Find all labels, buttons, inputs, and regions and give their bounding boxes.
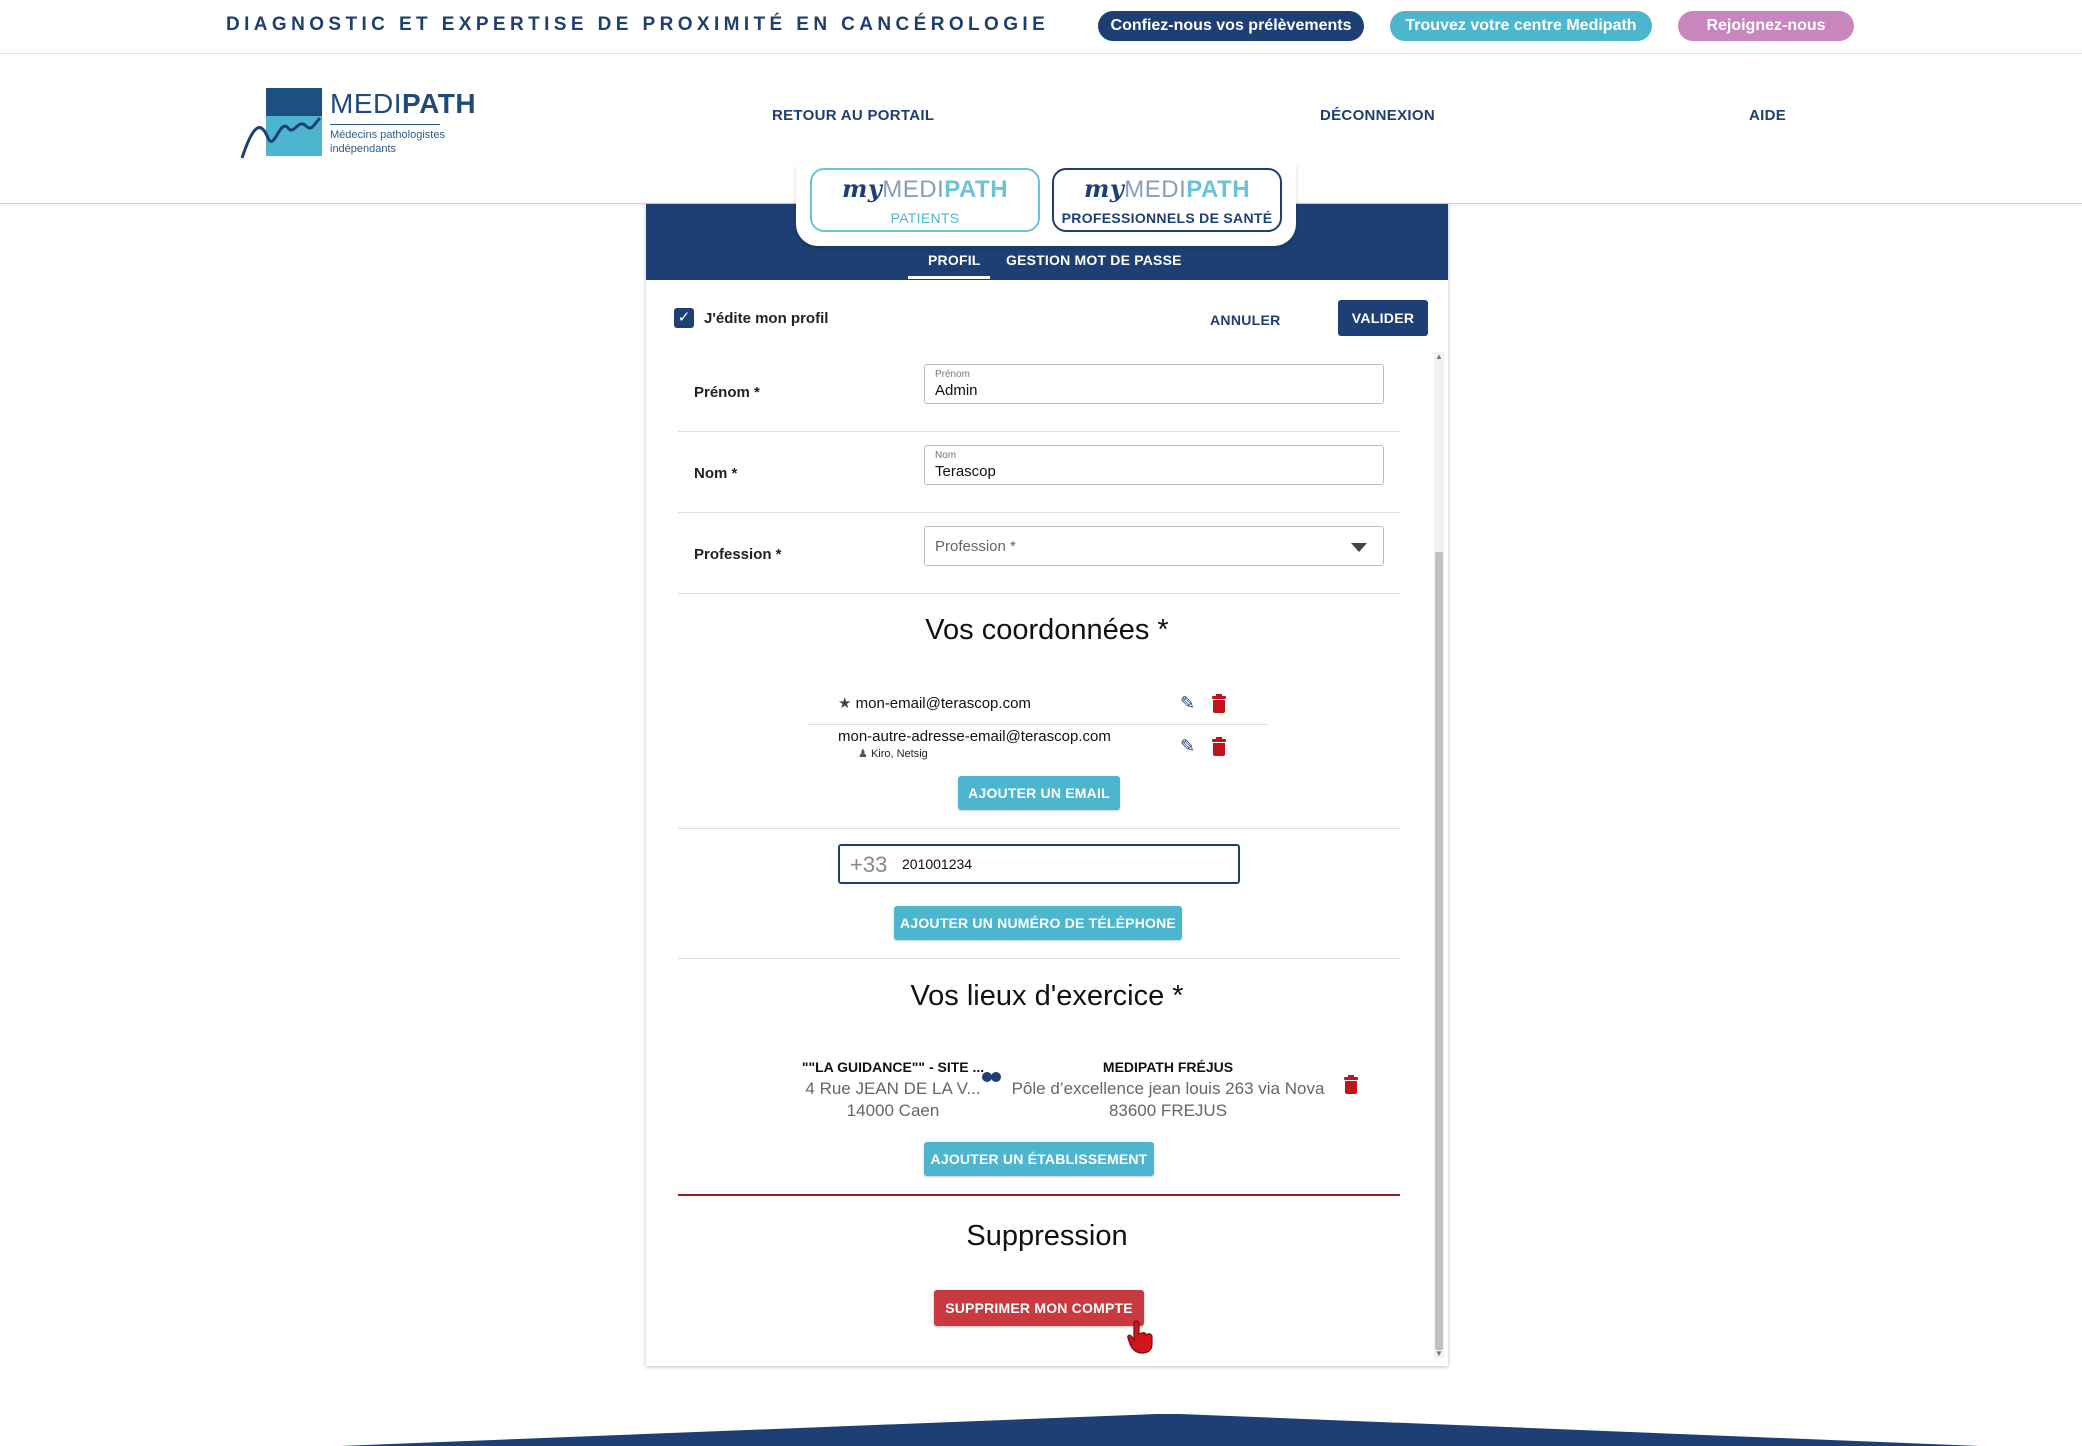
portal-brand: myMEDIPATH bbox=[1083, 174, 1251, 203]
deletion-section-title: Suppression bbox=[966, 1220, 1128, 1252]
email-divider bbox=[808, 724, 1268, 725]
portal-tab-label: PROFESSIONNELS DE SANTÉ bbox=[1061, 210, 1273, 226]
lastname-input[interactable] bbox=[924, 445, 1384, 485]
phone-input[interactable] bbox=[838, 844, 1240, 884]
edit-email-icon[interactable]: ✎ bbox=[1180, 693, 1196, 713]
profession-select[interactable] bbox=[924, 526, 1384, 566]
firstname-input[interactable] bbox=[924, 364, 1384, 404]
email-item bbox=[838, 728, 1300, 760]
logo-divider bbox=[330, 124, 440, 125]
lastname-row bbox=[678, 433, 1400, 513]
pill-join-button[interactable]: Rejoignez-nous bbox=[1678, 11, 1854, 41]
lastname-float-label: Nom bbox=[935, 450, 957, 461]
pill-samples-button[interactable]: Confiez-nous vos prélèvements bbox=[1098, 11, 1364, 41]
medipath-logo[interactable] bbox=[240, 88, 477, 168]
pointer-hand-icon bbox=[1126, 1320, 1156, 1354]
email-address: mon-autre-adresse-email@terascop.com bbox=[838, 728, 1111, 745]
footer-decoration bbox=[0, 1410, 2082, 1446]
top-banner bbox=[0, 0, 2082, 54]
portal-tab-professionals[interactable] bbox=[1052, 168, 1282, 232]
location-name: ""LA GUIDANCE"" - SITE ... bbox=[801, 1059, 985, 1075]
location-city: 14000 Caen bbox=[846, 1101, 940, 1120]
add-email-button[interactable]: AJOUTER UN EMAIL bbox=[958, 776, 1120, 810]
logo-subtitle: Médecins pathologistes indépendants bbox=[330, 129, 445, 155]
tab-profile[interactable]: PROFIL bbox=[928, 252, 981, 268]
firstname-value: Admin bbox=[935, 382, 978, 399]
firstname-label: Prénom * bbox=[694, 384, 760, 401]
delete-location-icon[interactable] bbox=[1344, 1076, 1358, 1094]
contact-section-title: Vos coordonnées * bbox=[925, 614, 1169, 646]
firstname-row bbox=[678, 352, 1400, 432]
email-users: ♟ Kiro, Netsig bbox=[858, 748, 928, 760]
add-phone-button[interactable]: AJOUTER UN NUMÉRO DE TÉLÉPHONE bbox=[894, 906, 1182, 940]
chevron-down-icon bbox=[1351, 543, 1367, 552]
edit-profile-label[interactable]: J'édite mon profil bbox=[704, 310, 829, 327]
scroll-down-icon[interactable]: ▼ bbox=[1435, 1349, 1443, 1358]
delete-account-button[interactable]: SUPPRIMER MON COMPTE bbox=[934, 1290, 1144, 1326]
phone-number: 201001234 bbox=[902, 856, 973, 872]
location-item bbox=[798, 1056, 988, 1122]
lastname-label: Nom * bbox=[694, 465, 738, 482]
portal-tab-patients[interactable] bbox=[810, 168, 1040, 232]
pill-find-center-button[interactable]: Trouvez votre centre Medipath bbox=[1390, 11, 1652, 41]
scrollbar[interactable] bbox=[1434, 352, 1444, 1358]
email-address: ★ mon-email@terascop.com bbox=[838, 695, 1031, 712]
section-divider bbox=[678, 828, 1400, 829]
tagline: DIAGNOSTIC ET EXPERTISE DE PROXIMITÉ EN CANCÉROLOGIE bbox=[226, 14, 1050, 35]
delete-email-icon[interactable] bbox=[1212, 695, 1226, 713]
location-city: 83600 FREJUS bbox=[1108, 1101, 1228, 1120]
portal-brand: myMEDIPATH bbox=[841, 174, 1009, 203]
validate-button[interactable]: VALIDER bbox=[1338, 300, 1428, 336]
profession-row bbox=[678, 514, 1400, 594]
delete-email-icon[interactable] bbox=[1212, 738, 1226, 756]
edit-profile-checkbox[interactable]: ✓ bbox=[674, 308, 694, 328]
logo-mark-icon bbox=[240, 88, 326, 168]
user-icon: ♟ bbox=[858, 748, 868, 760]
portal-switcher bbox=[796, 164, 1296, 246]
section-divider bbox=[678, 958, 1400, 959]
firstname-float-label: Prénom bbox=[935, 369, 971, 380]
edit-email-icon[interactable]: ✎ bbox=[1180, 736, 1196, 756]
profile-card bbox=[646, 204, 1448, 1366]
tab-password[interactable]: GESTION MOT DE PASSE bbox=[1006, 252, 1182, 268]
nav-back-to-portal[interactable]: RETOUR AU PORTAIL bbox=[772, 107, 935, 124]
location-item bbox=[998, 1056, 1338, 1122]
edit-toolbar bbox=[674, 300, 1424, 340]
location-address: 4 Rue JEAN DE LA V... bbox=[805, 1079, 981, 1098]
danger-divider bbox=[678, 1194, 1400, 1196]
lastname-value: Terascop bbox=[935, 463, 996, 480]
star-icon: ★ bbox=[838, 695, 852, 712]
active-tab-indicator bbox=[908, 276, 990, 279]
nav-help[interactable]: AIDE bbox=[1749, 107, 1787, 124]
portal-tab-label: PATIENTS bbox=[890, 210, 960, 226]
cancel-button[interactable]: ANNULER bbox=[1210, 312, 1281, 328]
profession-label: Profession * bbox=[694, 546, 782, 563]
email-item bbox=[838, 694, 1300, 712]
add-location-button[interactable]: AJOUTER UN ÉTABLISSEMENT bbox=[924, 1142, 1154, 1176]
location-address: Pôle d’excellence jean louis 263 via Nova bbox=[1011, 1079, 1325, 1098]
locations-section-title: Vos lieux d'exercice * bbox=[910, 980, 1184, 1012]
profession-placeholder: Profession * bbox=[935, 538, 1016, 555]
phone-country-code[interactable]: +33 bbox=[850, 852, 888, 877]
scroll-up-icon[interactable]: ▲ bbox=[1435, 352, 1443, 361]
location-name: MEDIPATH FRÉJUS bbox=[1102, 1059, 1234, 1075]
logo-wordmark: MEDIPATH bbox=[330, 88, 477, 119]
nav-logout[interactable]: DÉCONNEXION bbox=[1320, 107, 1435, 124]
